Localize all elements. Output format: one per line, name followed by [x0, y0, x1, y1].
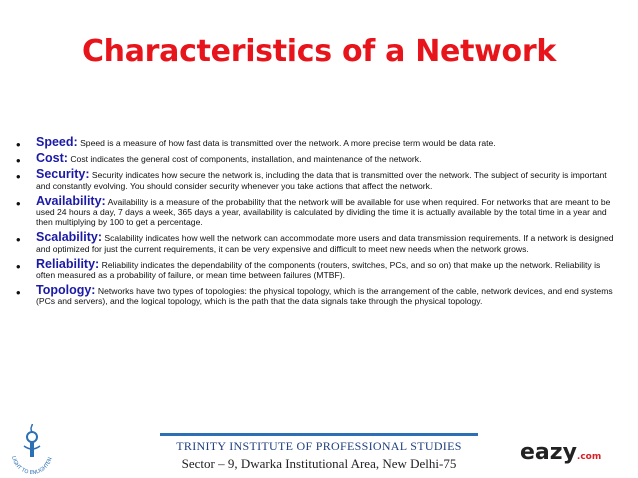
term-cost: Cost: [36, 151, 68, 166]
institute-address: Sector – 9, Dwarka Institutional Area, New Delhi-75 [181, 456, 457, 471]
term-security: Security: [36, 167, 90, 182]
list-item [16, 151, 616, 169]
desc-reliability: Reliability indicates the dependability of the components (routers, switches, PCs, and so on) that make up the network. Reliability is often measured as a probability of failure, or mean time between failures (MTBF). [36, 259, 601, 281]
desc-security: Security indicates how secure the network is, including the data that is transmitted over the network. The subject of security is important and constantly evolving. You should consider security whenever you take actions that affect the network. [36, 170, 607, 191]
bullet-icon: • [16, 153, 21, 169]
list-item [16, 256, 616, 281]
bullet-icon: • [16, 285, 21, 301]
slide-title: Characteristics of a Network [81, 34, 557, 69]
characteristics-list [16, 137, 616, 312]
list-item [16, 135, 616, 152]
institute-name: TRINITY INSTITUTE OF PROFESSIONAL STUDIES [176, 439, 462, 453]
term-topology: Topology: [36, 283, 96, 298]
logo-motto: LIGHT TO ENLIGHTEN [10, 455, 54, 476]
torch-icon [24, 424, 40, 457]
bullet-icon: • [16, 232, 21, 248]
term-speed: Speed: [36, 135, 78, 149]
bullet-icon: • [16, 137, 21, 152]
term-scalability: Scalability: [36, 230, 102, 245]
term-availability: Availability: [36, 193, 106, 208]
eazy-logo [520, 440, 632, 470]
desc-scalability: Scalability indicates how well the network can accommodate more users and data transmission requirements. If a network is designed and optimized for just the current requirements, it can be very expensive and difficult to meet new needs when the network grows. [36, 233, 614, 254]
term-reliability: Reliability: [36, 256, 100, 271]
desc-speed: Speed is a measure of how fast data is transmitted over the network. A more precise term would be data rate. [77, 138, 496, 148]
footer-divider [160, 433, 478, 436]
list-item [16, 232, 616, 253]
desc-cost: Cost indicates the general cost of components, installation, and maintenance of the network. [67, 154, 422, 165]
bullet-icon: • [16, 195, 21, 211]
list-item [16, 285, 616, 306]
eazy-logo-text: eazy [520, 440, 577, 465]
institute-logo [6, 424, 58, 476]
list-item [16, 169, 616, 190]
bullet-icon: • [16, 258, 21, 274]
desc-availability: Availability is a measure of the probability that the network will be available for use when required. For networks that are meant to be used 24 hours a day, 7 days a week, 365 days a year, availability is calculated by dividing the time it is actually available by the total time in a year and then multiplying by 100 to get a percentage. [36, 196, 611, 228]
bullet-icon: • [16, 169, 21, 185]
list-item [16, 193, 616, 228]
eazy-logo-suffix: .com [576, 452, 602, 462]
desc-topology: Networks have two types of topologies: the physical topology, which is the arrangement of the cable, network devices, and end systems (PCs and servers), and the logical topology, which is the path that the data signals take through the physical topology. [36, 286, 613, 307]
